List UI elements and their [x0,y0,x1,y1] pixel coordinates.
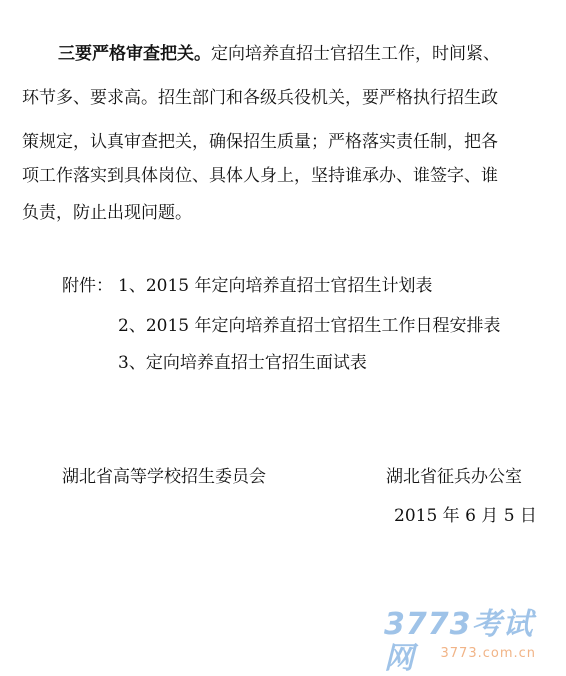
attachment-item-2: 2、2015 年定向培养直招士官招生工作日程安排表 [118,316,501,336]
site-watermark-logo [384,607,554,676]
paragraph-line-1 [58,44,500,64]
attachment-label: 附件： [62,276,113,296]
watermark-main-text: 3773考试网 [384,607,534,676]
paragraph-line-1-rest: 定向培养直招士官招生工作，时间紧、 [211,44,500,64]
paragraph-line-3: 策规定，认真审查把关，确保招生质量；严格落实责任制，把各 [22,132,498,152]
signature-org-right: 湖北省征兵办公室 [386,467,522,487]
watermark-sub-text: 3773.com.cn [440,646,536,661]
attachment-item-1: 1、2015 年定向培养直招士官招生计划表 [118,276,433,296]
paragraph-line-2: 环节多、要求高。招生部门和各级兵役机关，要严格执行招生政 [22,88,498,108]
paragraph-lead: 三要严格审查把关。 [58,44,211,64]
paragraph-line-5: 负责，防止出现问题。 [22,203,192,223]
signature-org-left: 湖北省高等学校招生委员会 [62,467,266,487]
paragraph-line-4: 项工作落实到具体岗位、具体人身上，坚持谁承办、谁签字、谁 [22,166,498,186]
attachment-item-3: 3、定向培养直招士官招生面试表 [118,353,367,373]
signature-date: 2015 年 6 月 5 日 [394,506,537,526]
